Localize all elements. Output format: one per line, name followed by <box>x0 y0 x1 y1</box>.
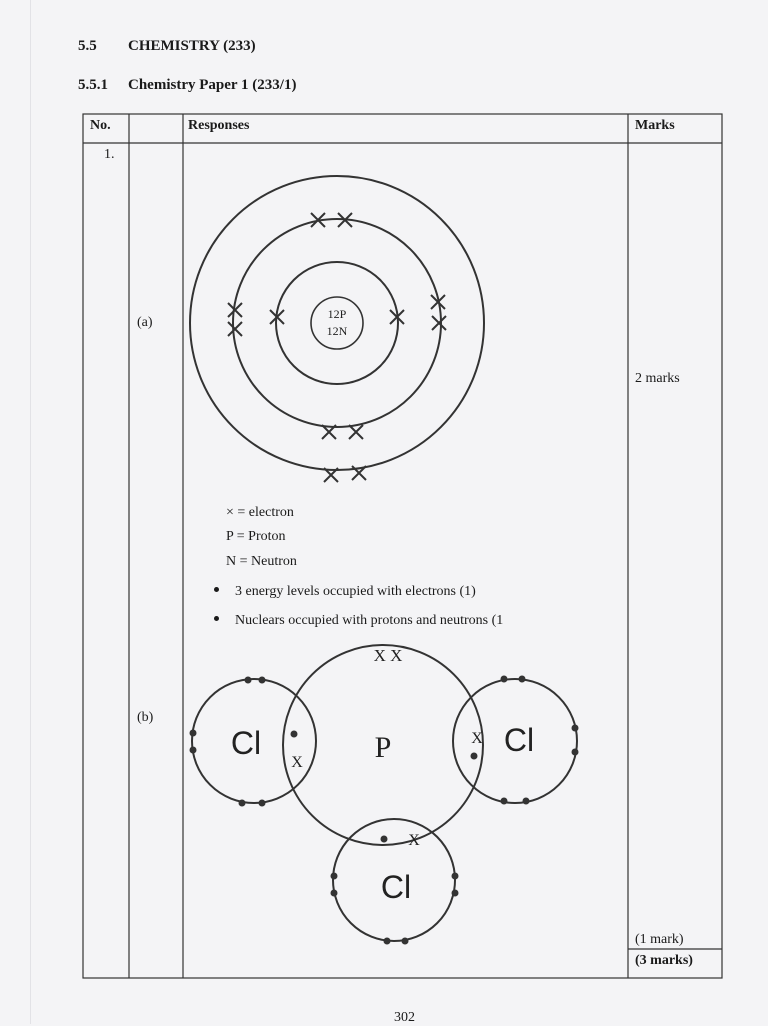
part-b-label: (b) <box>137 710 154 725</box>
bottom-shared-cross: X <box>408 832 420 849</box>
header-no: No. <box>90 118 111 133</box>
bullet-text: 3 energy levels occupied with electrons (1) <box>235 584 476 599</box>
chlorine-bottom-symbol: Cl <box>380 869 412 905</box>
electron-mark <box>228 322 242 336</box>
part-a-label: (a) <box>137 315 153 330</box>
header-marks: Marks <box>635 118 675 133</box>
bullet-dot-icon <box>214 616 219 621</box>
middle-shell <box>233 219 441 427</box>
bullet-item <box>214 613 503 629</box>
subsection-number: 5.5.1 <box>78 77 108 93</box>
right-shared-cross: X <box>471 730 483 747</box>
question-number: 1. <box>104 147 115 162</box>
header-responses: Responses <box>188 118 250 133</box>
inner-shell <box>276 262 398 384</box>
legend-electron: × = electron <box>226 505 294 520</box>
bullet-item <box>214 584 476 600</box>
table-border <box>83 114 722 978</box>
bullet-dot-icon <box>214 587 219 592</box>
marks-total: (3 marks) <box>635 953 693 968</box>
table-grid <box>83 114 722 978</box>
chlorine-right-symbol: Cl <box>503 722 535 758</box>
chlorine-left-symbol: Cl <box>230 725 262 761</box>
electron-mark <box>432 316 446 330</box>
left-shared-cross: X <box>291 754 303 771</box>
phosphorus-top-crosses: X X <box>373 646 403 665</box>
nucleus-protons: 12P <box>327 307 347 321</box>
marks-part-a: 2 marks <box>635 371 680 386</box>
legend-proton: P = Proton <box>226 529 286 544</box>
section-number: 5.5 <box>78 38 97 54</box>
phosphorus-symbol: P <box>374 731 392 764</box>
electron-mark <box>349 425 363 439</box>
legend-neutron: N = Neutron <box>226 554 297 569</box>
marks-part-b: (1 mark) <box>635 932 684 947</box>
subsection-title: Chemistry Paper 1 (233/1) <box>128 77 297 93</box>
page-number: 302 <box>394 1010 415 1025</box>
nucleus <box>311 297 363 349</box>
section-title: CHEMISTRY (233) <box>128 38 256 54</box>
nucleus-neutrons: 12N <box>326 324 348 338</box>
bullet-text: Nuclears occupied with protons and neutrons (1 <box>235 613 504 628</box>
